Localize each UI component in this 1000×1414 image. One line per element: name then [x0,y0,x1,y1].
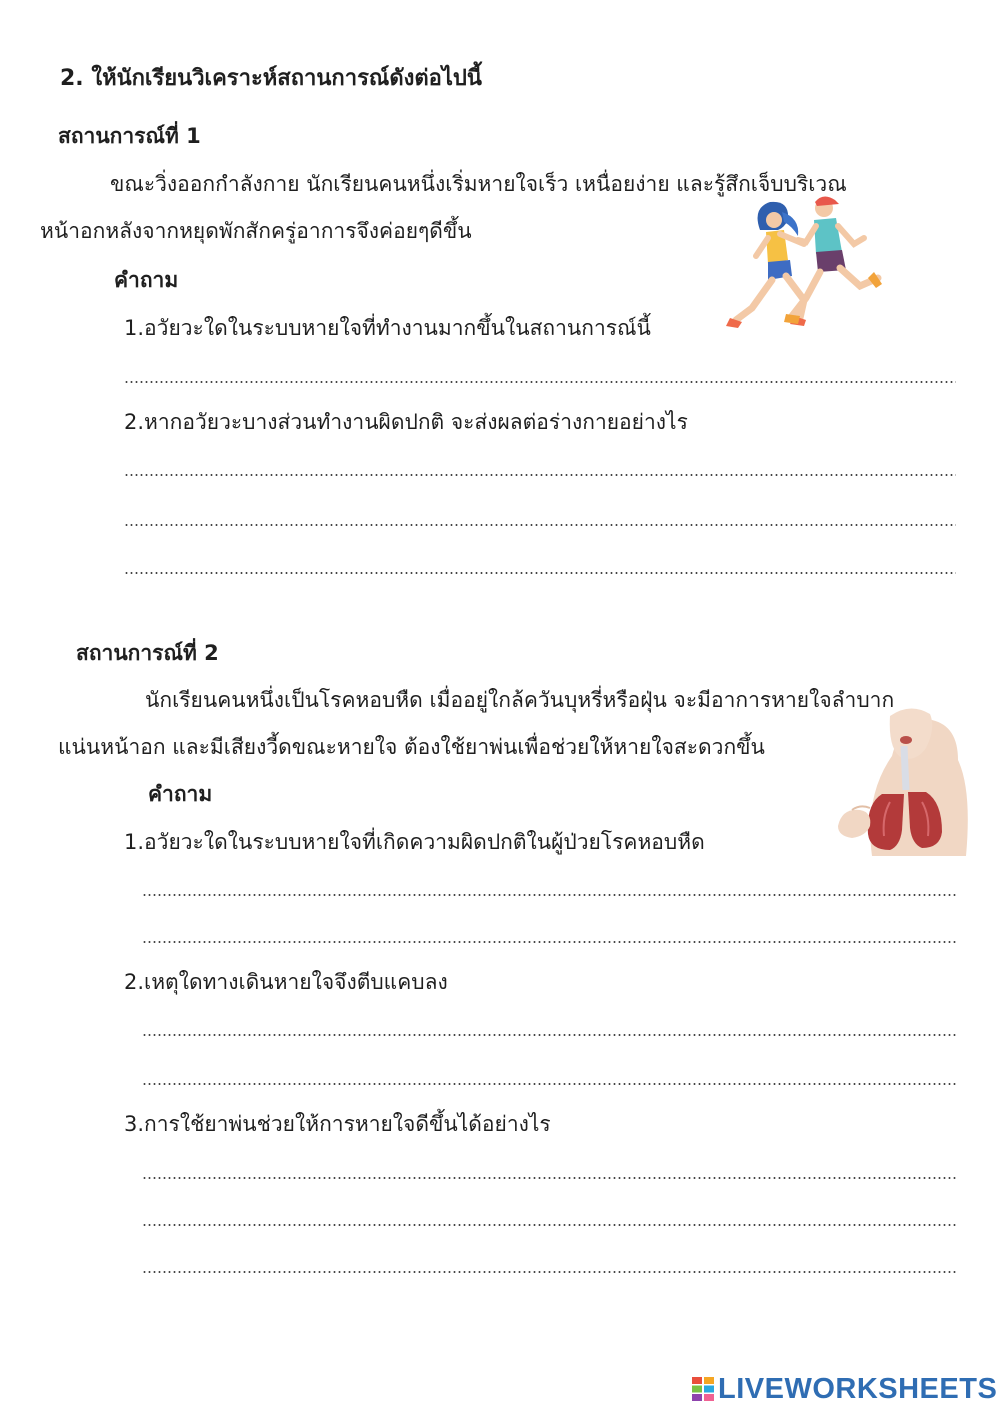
situation-2-text-line-2: แน่นหน้าอก และมีเสียงวี้ดขณะหายใจ ต้องใช้ยาพ่นเพื่อช่วยให้หายใจสะดวกขึ้น [58,735,765,759]
answer-line-s1-q1[interactable] [124,381,956,383]
situation-2-text-line-1: นักเรียนคนหนึ่งเป็นโรคหอบหืด เมื่ออยู่ใกล้ควันบุหรี่หรือฝุ่น จะมีอาการหายใจลำบาก [145,688,895,712]
situation-1-question-label: คำถาม [114,268,179,292]
answer-line-s2-q1-1[interactable] [142,894,958,896]
situation-2-question-1: 1.อวัยวะใดในระบบหายใจที่เกิดความผิดปกติในผู้ป่วยโรคหอบหืด [124,830,705,854]
situation-2-question-3: 3.การใช้ยาพ่นช่วยให้การหายใจดีขึ้นได้อย่างไร [124,1112,551,1136]
situation-1-heading: สถานการณ์ที่ 1 [58,124,201,148]
liveworksheets-logo [692,1372,997,1406]
answer-line-s2-q1-2[interactable] [142,941,958,943]
answer-line-s2-q2-1[interactable] [142,1034,958,1036]
situation-1-text-line-2: หน้าอกหลังจากหยุดพักสักครู่อาการจึงค่อยๆดีขึ้น [40,219,472,243]
lungs-asthma-illustration [832,706,968,866]
answer-line-s2-q3-3[interactable] [142,1271,958,1273]
worksheet-title: 2. ให้นักเรียนวิเคราะห์สถานการณ์ดังต่อไปนี้ [60,66,482,91]
situation-2-question-2: 2.เหตุใดทางเดินหายใจจึงตีบแคบลง [124,970,448,994]
situation-1-question-2: 2.หากอวัยวะบางส่วนทำงานผิดปกติ จะส่งผลต่อร่างกายอย่างไร [124,410,688,434]
situation-1-question-1: 1.อวัยวะใดในระบบหายใจที่ทำงานมากขึ้นในสถานการณ์นี้ [124,316,651,340]
answer-line-s2-q3-2[interactable] [142,1224,958,1226]
answer-line-s1-q2-1[interactable] [124,474,956,476]
liveworksheets-logo-icon [692,1377,714,1401]
liveworksheets-logo-text: LIVEWORKSHEETS [718,1372,998,1405]
situation-2-question-label: คำถาม [148,782,213,806]
answer-line-s1-q2-3[interactable] [124,572,956,574]
situation-1-text-line-1: ขณะวิ่งออกกำลังกาย นักเรียนคนหนึ่งเริ่มหายใจเร็ว เหนื่อยง่าย และรู้สึกเจ็บบริเวณ [110,172,847,196]
answer-line-s1-q2-2[interactable] [124,524,956,526]
situation-2-heading: สถานการณ์ที่ 2 [76,641,219,665]
answer-line-s2-q2-2[interactable] [142,1083,958,1085]
runners-illustration [720,190,890,340]
answer-line-s2-q3-1[interactable] [142,1177,958,1179]
